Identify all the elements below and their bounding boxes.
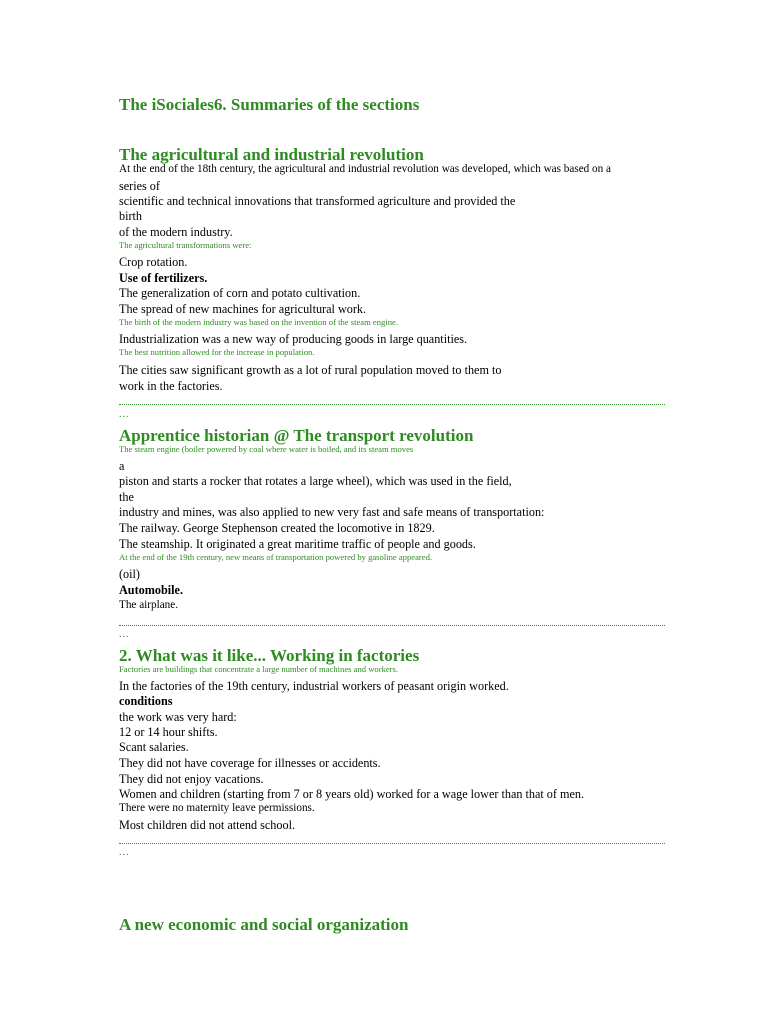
green-note: The agricultural transformations were:	[119, 240, 252, 250]
paragraph-line: birth	[119, 209, 143, 223]
list-item: The generalization of corn and potato cultivation.	[119, 286, 361, 300]
paragraph-line: of the modern industry.	[119, 225, 233, 239]
paragraph-line: Industrialization was a new way of producing goods in large quantities.	[119, 332, 468, 346]
section-heading-transport-revolution: Apprentice historian @ The transport revolution	[119, 426, 474, 445]
paragraph-line: industry and mines, was also applied to new very fast and safe means of transportation:	[119, 505, 545, 519]
dotted-separator	[119, 843, 665, 844]
section-heading-working-in-factories: 2. What was it like... Working in factories	[119, 646, 420, 665]
paragraph-line: the	[119, 490, 134, 504]
list-item: The airplane.	[119, 599, 179, 611]
section-heading-agricultural-revolution: The agricultural and industrial revolution	[119, 145, 424, 164]
paragraph-line: work in the factories.	[119, 379, 223, 393]
paragraph-line: There were no maternity leave permissions.	[119, 802, 315, 814]
list-item: The spread of new machines for agricultural work.	[119, 302, 367, 316]
green-note: The steam engine (boiler powered by coal where water is boiled, and its steam moves	[119, 444, 414, 454]
page-title: The iSociales6. Summaries of the sections	[119, 95, 420, 114]
list-item: Automobile.	[119, 583, 183, 597]
paragraph-line: a	[119, 459, 125, 473]
list-item: Women and children (starting from 7 or 8 years old) worked for a wage lower than that of men.	[119, 787, 585, 801]
dotted-separator	[119, 625, 665, 626]
paragraph-line: scientific and technical innovations that transformed agriculture and provided the	[119, 194, 516, 208]
dotted-separator	[119, 404, 665, 405]
list-item: They did not have coverage for illnesses or accidents.	[119, 756, 381, 770]
section-heading-economic-social-organization: A new economic and social organization	[119, 915, 409, 934]
paragraph-line: piston and starts a rocker that rotates a large wheel), which was used in the field,	[119, 474, 512, 488]
list-item: Crop rotation.	[119, 255, 188, 269]
green-note: At the end of the 19th century, new means of transportation powered by gasoline appeared.	[119, 552, 433, 562]
list-item: They did not enjoy vacations.	[119, 772, 264, 786]
dotted-separator-tail: ...	[119, 409, 130, 420]
paragraph-line: At the end of the 18th century, the agricultural and industrial revolution was developed, which was based on a	[119, 163, 612, 175]
list-item: Scant salaries.	[119, 740, 189, 754]
green-note: The best nutrition allowed for the increase in population.	[119, 347, 315, 357]
list-item: Use of fertilizers.	[119, 271, 208, 285]
paragraph-line: the work was very hard:	[119, 710, 237, 724]
paragraph-line: (oil)	[119, 567, 140, 581]
paragraph-line: Most children did not attend school.	[119, 818, 296, 832]
paragraph-line: series of	[119, 179, 160, 193]
dotted-separator-tail: ...	[119, 629, 130, 640]
list-item: The steamship. It originated a great maritime traffic of people and goods.	[119, 537, 476, 551]
paragraph-line: conditions	[119, 694, 173, 708]
green-note: The birth of the modern industry was based on the invention of the steam engine.	[119, 317, 398, 327]
list-item: 12 or 14 hour shifts.	[119, 725, 218, 739]
list-item: The railway. George Stephenson created the locomotive in 1829.	[119, 521, 435, 535]
dotted-separator-tail: ...	[119, 847, 130, 858]
paragraph-line: The cities saw significant growth as a lot of rural population moved to them to	[119, 363, 502, 377]
green-note: Factories are buildings that concentrate a large number of machines and workers.	[119, 664, 399, 674]
paragraph-line: In the factories of the 19th century, industrial workers of peasant origin worked.	[119, 679, 509, 693]
